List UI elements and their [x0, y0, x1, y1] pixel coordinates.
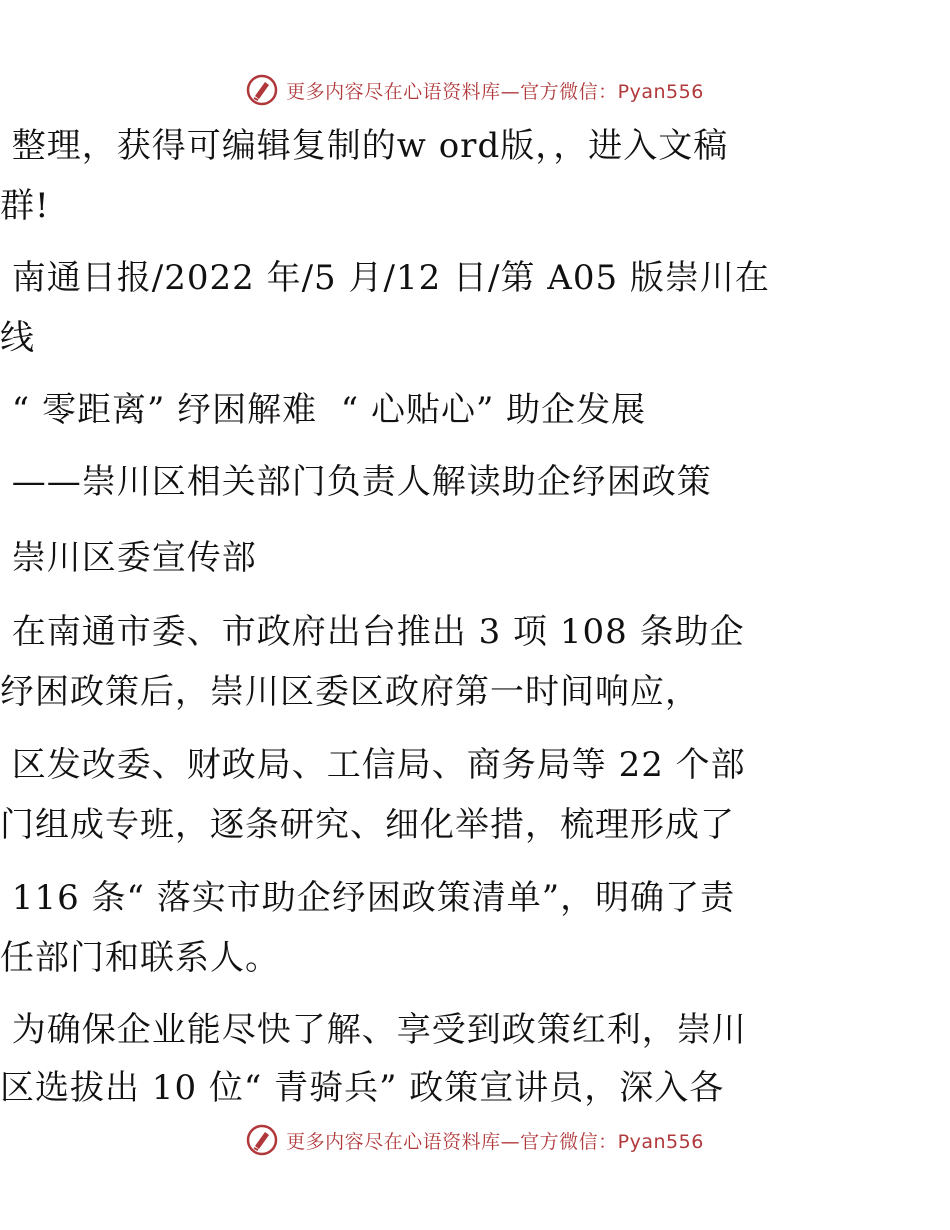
brand-logo-icon: [246, 74, 278, 106]
body-line: ——崇川区相关部门负责人解读助企纾困政策: [0, 462, 712, 502]
body-line: 为确保企业能尽快了解、享受到政策红利，崇川: [0, 1010, 747, 1050]
body-line: 任部门和联系人。: [0, 938, 280, 978]
footer-banner: [0, 1120, 950, 1160]
body-line: 区发改委、财政局、工信局、商务局等 22 个部: [0, 745, 746, 785]
body-line: 群!: [0, 186, 50, 226]
body-line: 116 条“ 落实市助企纾困政策清单”，明确了责: [0, 878, 736, 918]
body-line: 纾困政策后，崇川区委区政府第一时间响应，: [0, 672, 700, 712]
header-banner-text: 更多内容尽在心语资料库—官方微信：Pyan556: [286, 80, 704, 103]
body-line: 崇川区委宣传部: [0, 538, 257, 578]
body-line: 南通日报/2022 年/5 月/12 日/第 A05 版崇川在: [0, 258, 770, 298]
body-line: 线: [0, 318, 35, 358]
body-line: 门组成专班，逐条研究、细化举措，梳理形成了: [0, 805, 735, 845]
body-line: 在南通市委、市政府出台推出 3 项 108 条助企: [0, 612, 745, 652]
body-line: 整理，获得可编辑复制的w ord版，，进入文稿: [0, 126, 729, 166]
brand-logo-icon: [246, 1124, 278, 1156]
footer-banner-text: 更多内容尽在心语资料库—官方微信：Pyan556: [286, 1130, 704, 1153]
body-line: 区选拔出 10 位“ 青骑兵” 政策宣讲员，深入各: [0, 1068, 725, 1108]
body-line: “ 零距离” 纾困解难 “ 心贴心” 助企发展: [0, 390, 647, 430]
header-banner: [0, 70, 950, 110]
